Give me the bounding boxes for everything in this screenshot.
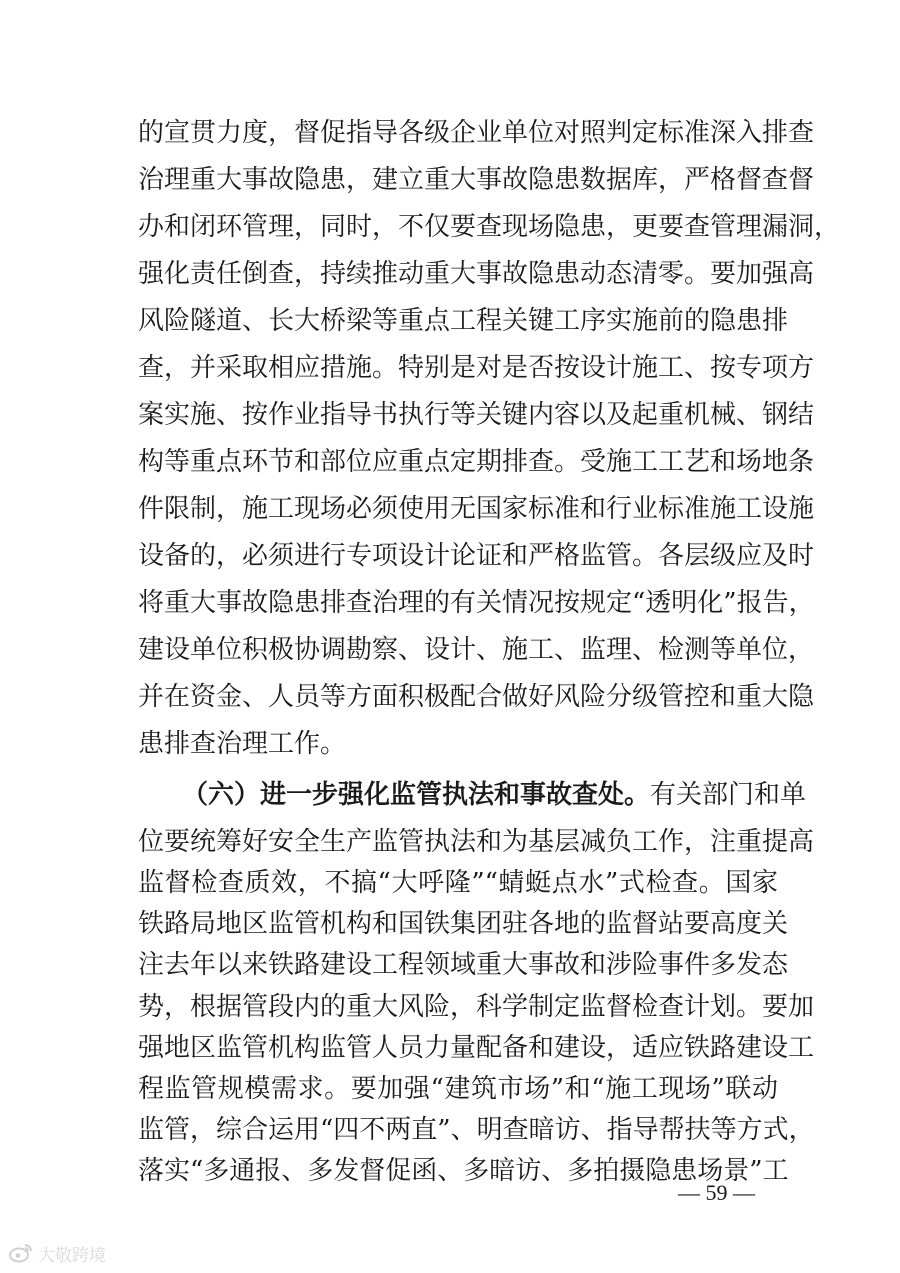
body-text-line: 的宣贯力度，督促指导各级企业单位对照判定标准深入排查 [138, 118, 815, 148]
watermark-text: 大敬跨境 [38, 1245, 106, 1266]
body-text-line: 患排查治理工作。 [138, 729, 347, 759]
body-text-line: 并在资金、人员等方面积极配合做好风险分级管控和重大隐 [138, 682, 815, 712]
page-number: — 59 — [678, 1180, 755, 1205]
body-text-line: 注去年以来铁路建设工程领域重大事故和涉险事件多发态 [138, 950, 789, 980]
weibo-logo-icon [8, 1242, 34, 1264]
body-text-line: 强地区监管机构监管人员力量配备和建设，适应铁路建设工 [138, 1033, 815, 1063]
body-text-line: 势，根据管段内的重大风险，科学制定监督检查计划。要加 [138, 992, 815, 1022]
body-text-line: 铁路局地区监管机构和国铁集团驻各地的监督站要高度关 [138, 909, 789, 939]
body-text-line: 落实“多通报、多发督促函、多暗访、多拍摄隐患场景”工 [138, 1156, 789, 1186]
body-text-line: 位要统筹好安全生产监管执法和为基层减负工作，注重提高 [138, 827, 815, 857]
body-text-line: 设备的，必须进行专项设计论证和严格监管。各层级应及时 [138, 541, 815, 571]
body-text-line: 风险隧道、长大桥梁等重点工程关键工序实施前的隐患排 [138, 306, 789, 336]
body-text-line: 构等重点环节和部位应重点定期排查。受施工工艺和场地条 [138, 447, 815, 477]
body-text-line: 监督检查质效，不搞“大呼隆”“蜻蜓点水”式检查。国家 [138, 868, 778, 898]
body-text-line: 件限制，施工现场必须使用无国家标准和行业标准施工设施 [138, 494, 815, 524]
section-first-line [182, 775, 807, 815]
body-text-line: 监管，综合运用“四不两直”、明查暗访、指导帮扶等方式， [138, 1115, 815, 1145]
section-heading: （六）进一步强化监管执法和事故查处。 [182, 780, 651, 810]
body-text-line: 案实施、按作业指导书执行等关键内容以及起重机械、钢结 [138, 400, 815, 430]
section-first-line-text: 有关部门和单 [650, 780, 807, 810]
body-text-line: 办和闭环管理，同时，不仅要查现场隐患，更要查管理漏洞， [138, 212, 841, 242]
body-text-line: 程监管规模需求。要加强“建筑市场”和“施工现场”联动 [138, 1074, 778, 1104]
body-text-line: 建设单位积极协调勘察、设计、施工、监理、检测等单位， [138, 635, 815, 665]
body-text-line: 治理重大事故隐患，建立重大事故隐患数据库，严格督查督 [138, 165, 815, 195]
body-text-line: 将重大事故隐患排查治理的有关情况按规定“透明化”报告， [138, 588, 815, 618]
watermark [8, 1240, 106, 1266]
body-text-line: 强化责任倒查，持续推动重大事故隐患动态清零。要加强高 [138, 259, 815, 289]
body-text-line: 查，并采取相应措施。特别是对是否按设计施工、按专项方 [138, 353, 815, 383]
